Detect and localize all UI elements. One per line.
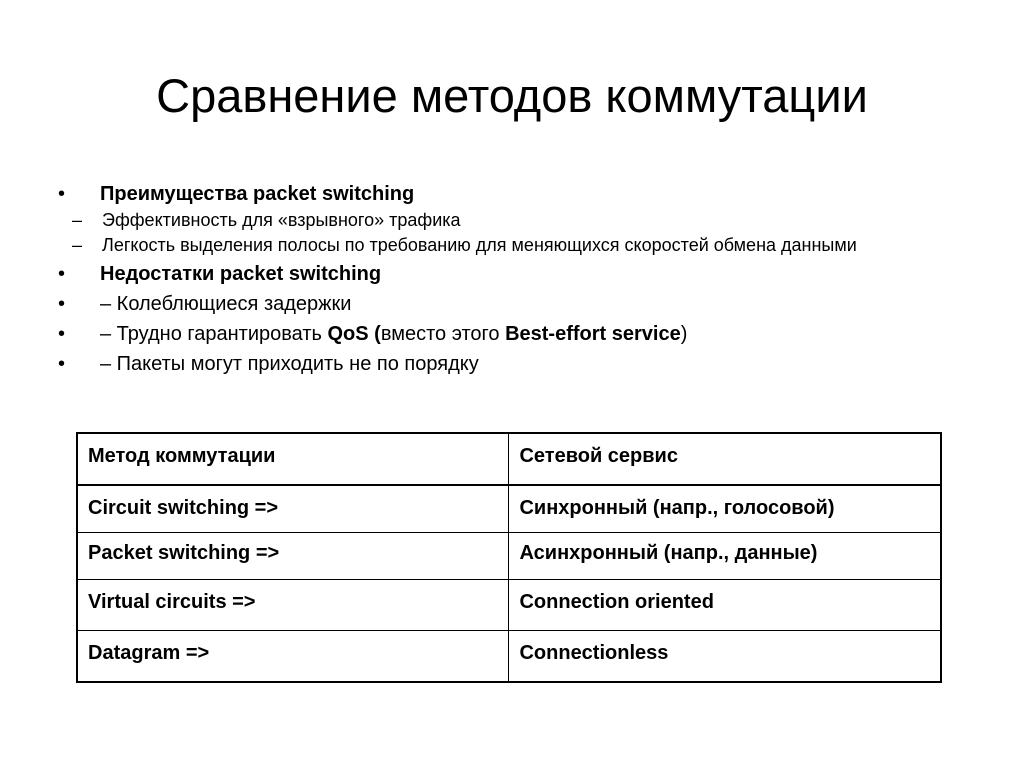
comparison-table bbox=[76, 432, 942, 683]
sub-text: Эффективность для «взрывного» трафика bbox=[102, 210, 461, 230]
sub-marker: – bbox=[72, 235, 83, 255]
sub-item-bursty-traffic bbox=[58, 210, 958, 230]
bullet-variable-delays bbox=[58, 290, 958, 318]
sub-marker: – bbox=[72, 210, 83, 230]
bullet-advantages bbox=[58, 180, 958, 208]
bullet-text bbox=[100, 323, 687, 345]
qos-prefix: – Трудно гарантировать bbox=[100, 323, 328, 345]
qos-suffix: ) bbox=[680, 323, 688, 345]
table-cell: Circuit switching => bbox=[77, 485, 509, 533]
bullet-text: – Пакеты могут приходить не по порядку bbox=[100, 353, 479, 375]
bullet-list bbox=[58, 180, 958, 380]
table-cell: Datagram => bbox=[77, 631, 509, 683]
bullet-marker: • bbox=[58, 293, 66, 315]
bullet-qos bbox=[58, 320, 958, 348]
advantages-sublist bbox=[58, 210, 958, 255]
table-cell: Connectionless bbox=[509, 631, 941, 683]
table-header-row bbox=[77, 433, 941, 485]
bullet-text: Преимущества packet switching bbox=[100, 183, 415, 205]
table-header-cell: Метод коммутации bbox=[77, 433, 509, 485]
bullet-text: – Колеблющиеся задержки bbox=[100, 293, 352, 315]
table-cell: Packet switching => bbox=[77, 533, 509, 580]
bullet-marker: • bbox=[58, 323, 66, 345]
bullet-disadvantages bbox=[58, 260, 958, 288]
table-cell: Асинхронный (напр., данные) bbox=[509, 533, 941, 580]
bullet-marker: • bbox=[58, 353, 66, 375]
table-cell: Connection oriented bbox=[509, 580, 941, 631]
table-cell: Синхронный (напр., голосовой) bbox=[509, 485, 941, 533]
table-row bbox=[77, 631, 941, 683]
bullet-marker: • bbox=[58, 183, 66, 205]
bullet-marker: • bbox=[58, 263, 66, 285]
table-header-cell: Сетевой сервис bbox=[509, 433, 941, 485]
table-row bbox=[77, 533, 941, 580]
advantages-sublist-wrap bbox=[58, 210, 958, 255]
table-row bbox=[77, 485, 941, 533]
qos-term: QoS ( bbox=[327, 323, 381, 345]
bullet-text: Недостатки packet switching bbox=[100, 263, 382, 285]
qos-middle: вместо этого bbox=[380, 323, 506, 345]
table-cell: Virtual circuits => bbox=[77, 580, 509, 631]
sub-item-bandwidth-on-demand bbox=[58, 235, 958, 255]
sub-text: Легкость выделения полосы по требованию для меняющихся скоростей обмена данными bbox=[102, 235, 857, 255]
table-row bbox=[77, 580, 941, 631]
best-effort-term: Best-effort service bbox=[505, 323, 681, 345]
bullet-out-of-order bbox=[58, 350, 958, 378]
slide-title: Сравнение методов коммутации bbox=[156, 69, 868, 122]
